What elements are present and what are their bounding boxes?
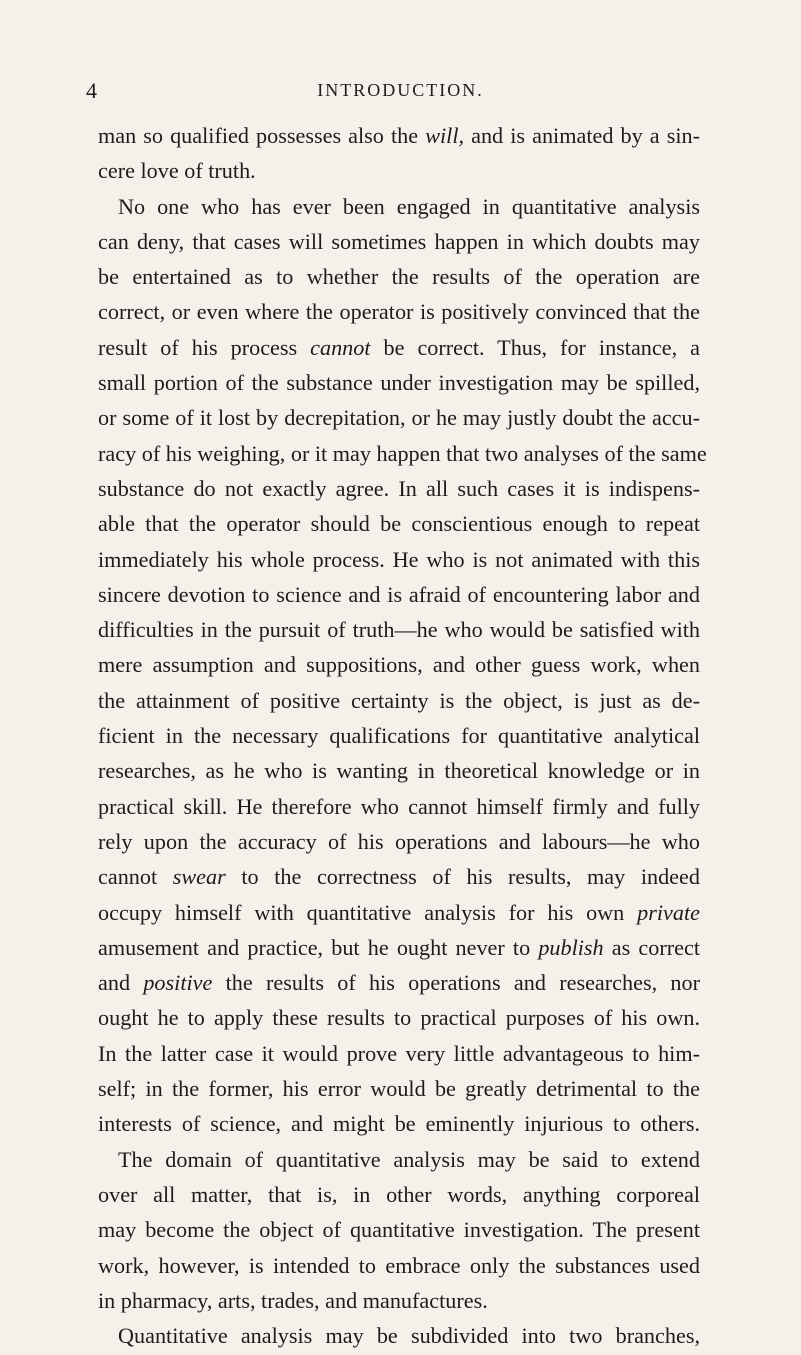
text-line (98, 895, 700, 930)
text-segment: substance do not exactly agree. In all such cases it is indispens- (98, 475, 700, 501)
text-line (98, 1000, 700, 1035)
text-line (98, 789, 700, 824)
text-line (98, 1248, 700, 1283)
text-segment: the attainment of positive certainty is the object, is just as de- (98, 687, 700, 713)
text-segment: over all matter, that is, in other words, anything corporeal (98, 1181, 700, 1207)
text-segment: difficulties in the pursuit of truth—he who would be satisfied with (98, 617, 700, 643)
text-segment: The domain of quantitative analysis may be said to extend (118, 1146, 700, 1172)
text-line (98, 118, 700, 153)
text-line (98, 259, 700, 294)
italic-text: private (637, 899, 700, 925)
text-line (98, 542, 700, 577)
text-segment: or some of it lost by decrepitation, or he may justly doubt the accu- (98, 405, 700, 431)
text-line (98, 824, 700, 859)
text-line (98, 1283, 700, 1318)
text-segment: ficient in the necessary qualifications for quantitative analytical (98, 723, 700, 749)
italic-text: publish (538, 934, 604, 960)
text-line (98, 753, 700, 788)
text-line (98, 1177, 700, 1212)
text-line (98, 647, 700, 682)
text-line (98, 436, 707, 471)
text-line (98, 224, 700, 259)
text-segment: cere love of truth. (98, 158, 256, 184)
text-line (98, 930, 700, 965)
text-segment: as correct (603, 934, 700, 960)
text-segment: sincere devotion to science and is afraid of encountering labor and (98, 581, 700, 607)
text-segment: and is animated by a sin- (464, 123, 700, 148)
text-line (98, 718, 700, 753)
text-segment: man so qualified possesses also the (98, 123, 426, 148)
text-segment: researches, as he who is wanting in theoretical knowledge or in (98, 758, 700, 784)
italic-text: swear (172, 864, 226, 890)
text-segment: occupy himself with quantitative analysis for his own (98, 899, 638, 925)
text-segment: small portion of the substance under investigation may be spilled, (98, 370, 700, 396)
text-segment: interests of science, and might be eminently injurious to others. (98, 1111, 700, 1137)
text-segment: No one who has ever been engaged in quantitative analysis (118, 193, 700, 219)
italic-text: will, (425, 123, 465, 148)
text-line (98, 365, 700, 400)
text-segment: ought he to apply these results to practical purposes of his own. (98, 1005, 700, 1031)
text-line (98, 612, 700, 647)
text-segment: self; in the former, his error would be greatly detrimental to the (98, 1076, 700, 1102)
text-segment: rely upon the accuracy of his operations and labours—he who (98, 828, 700, 854)
page-number: 4 (86, 78, 98, 103)
text-segment: be correct. Thus, for instance, a (370, 334, 700, 360)
text-line (98, 1142, 700, 1177)
text-segment: may become the object of quantitative investigation. The present (98, 1217, 700, 1243)
text-line (98, 1318, 700, 1353)
text-segment: immediately his whole process. He who is not animated with this (98, 546, 700, 572)
text-segment: mere assumption and suppositions, and other guess work, when (98, 652, 700, 678)
text-line (98, 1036, 700, 1071)
text-line (98, 1212, 700, 1247)
text-segment: In the latter case it would prove very little advantageous to him- (98, 1040, 700, 1066)
text-line (98, 859, 700, 894)
text-segment: and (98, 970, 144, 996)
text-segment: be entertained as to whether the results of the operation are (98, 264, 700, 290)
text-segment: to the correctness of his results, may indeed (225, 864, 700, 890)
text-line (98, 965, 700, 1000)
text-segment: Quantitative analysis may be subdivided into two branches, (118, 1323, 700, 1349)
text-segment: racy of his weighing, or it may happen that two analyses of the same (98, 440, 707, 466)
text-line (98, 294, 700, 329)
text-line (98, 1071, 700, 1106)
running-title: INTRODUCTION. (317, 80, 484, 100)
text-segment: cannot (98, 864, 173, 890)
text-segment: can deny, that cases will sometimes happen in which doubts may (98, 228, 700, 254)
text-segment: work, however, is intended to embrace only the substances used (98, 1252, 700, 1278)
text-segment: result of his process (98, 334, 311, 360)
text-segment: in pharmacy, arts, trades, and manufactures. (98, 1287, 488, 1313)
text-line (98, 153, 700, 188)
text-segment: practical skill. He therefore who cannot himself firmly and fully (98, 793, 700, 819)
text-line (98, 683, 700, 718)
text-segment: amusement and practice, but he ought never to (98, 934, 539, 960)
text-line (98, 330, 700, 365)
text-line (98, 471, 700, 506)
italic-text: positive (143, 970, 213, 996)
text-segment: able that the operator should be conscientious enough to repeat (98, 511, 700, 537)
body-text (98, 118, 707, 1353)
italic-text: cannot (310, 334, 371, 360)
text-segment: correct, or even where the operator is positively convinced that the (98, 299, 700, 325)
text-line (98, 577, 700, 612)
text-line (98, 1106, 700, 1141)
text-line (98, 189, 700, 224)
text-line (98, 506, 700, 541)
text-line (98, 400, 700, 435)
text-segment: the results of his operations and researches, nor (212, 970, 700, 996)
